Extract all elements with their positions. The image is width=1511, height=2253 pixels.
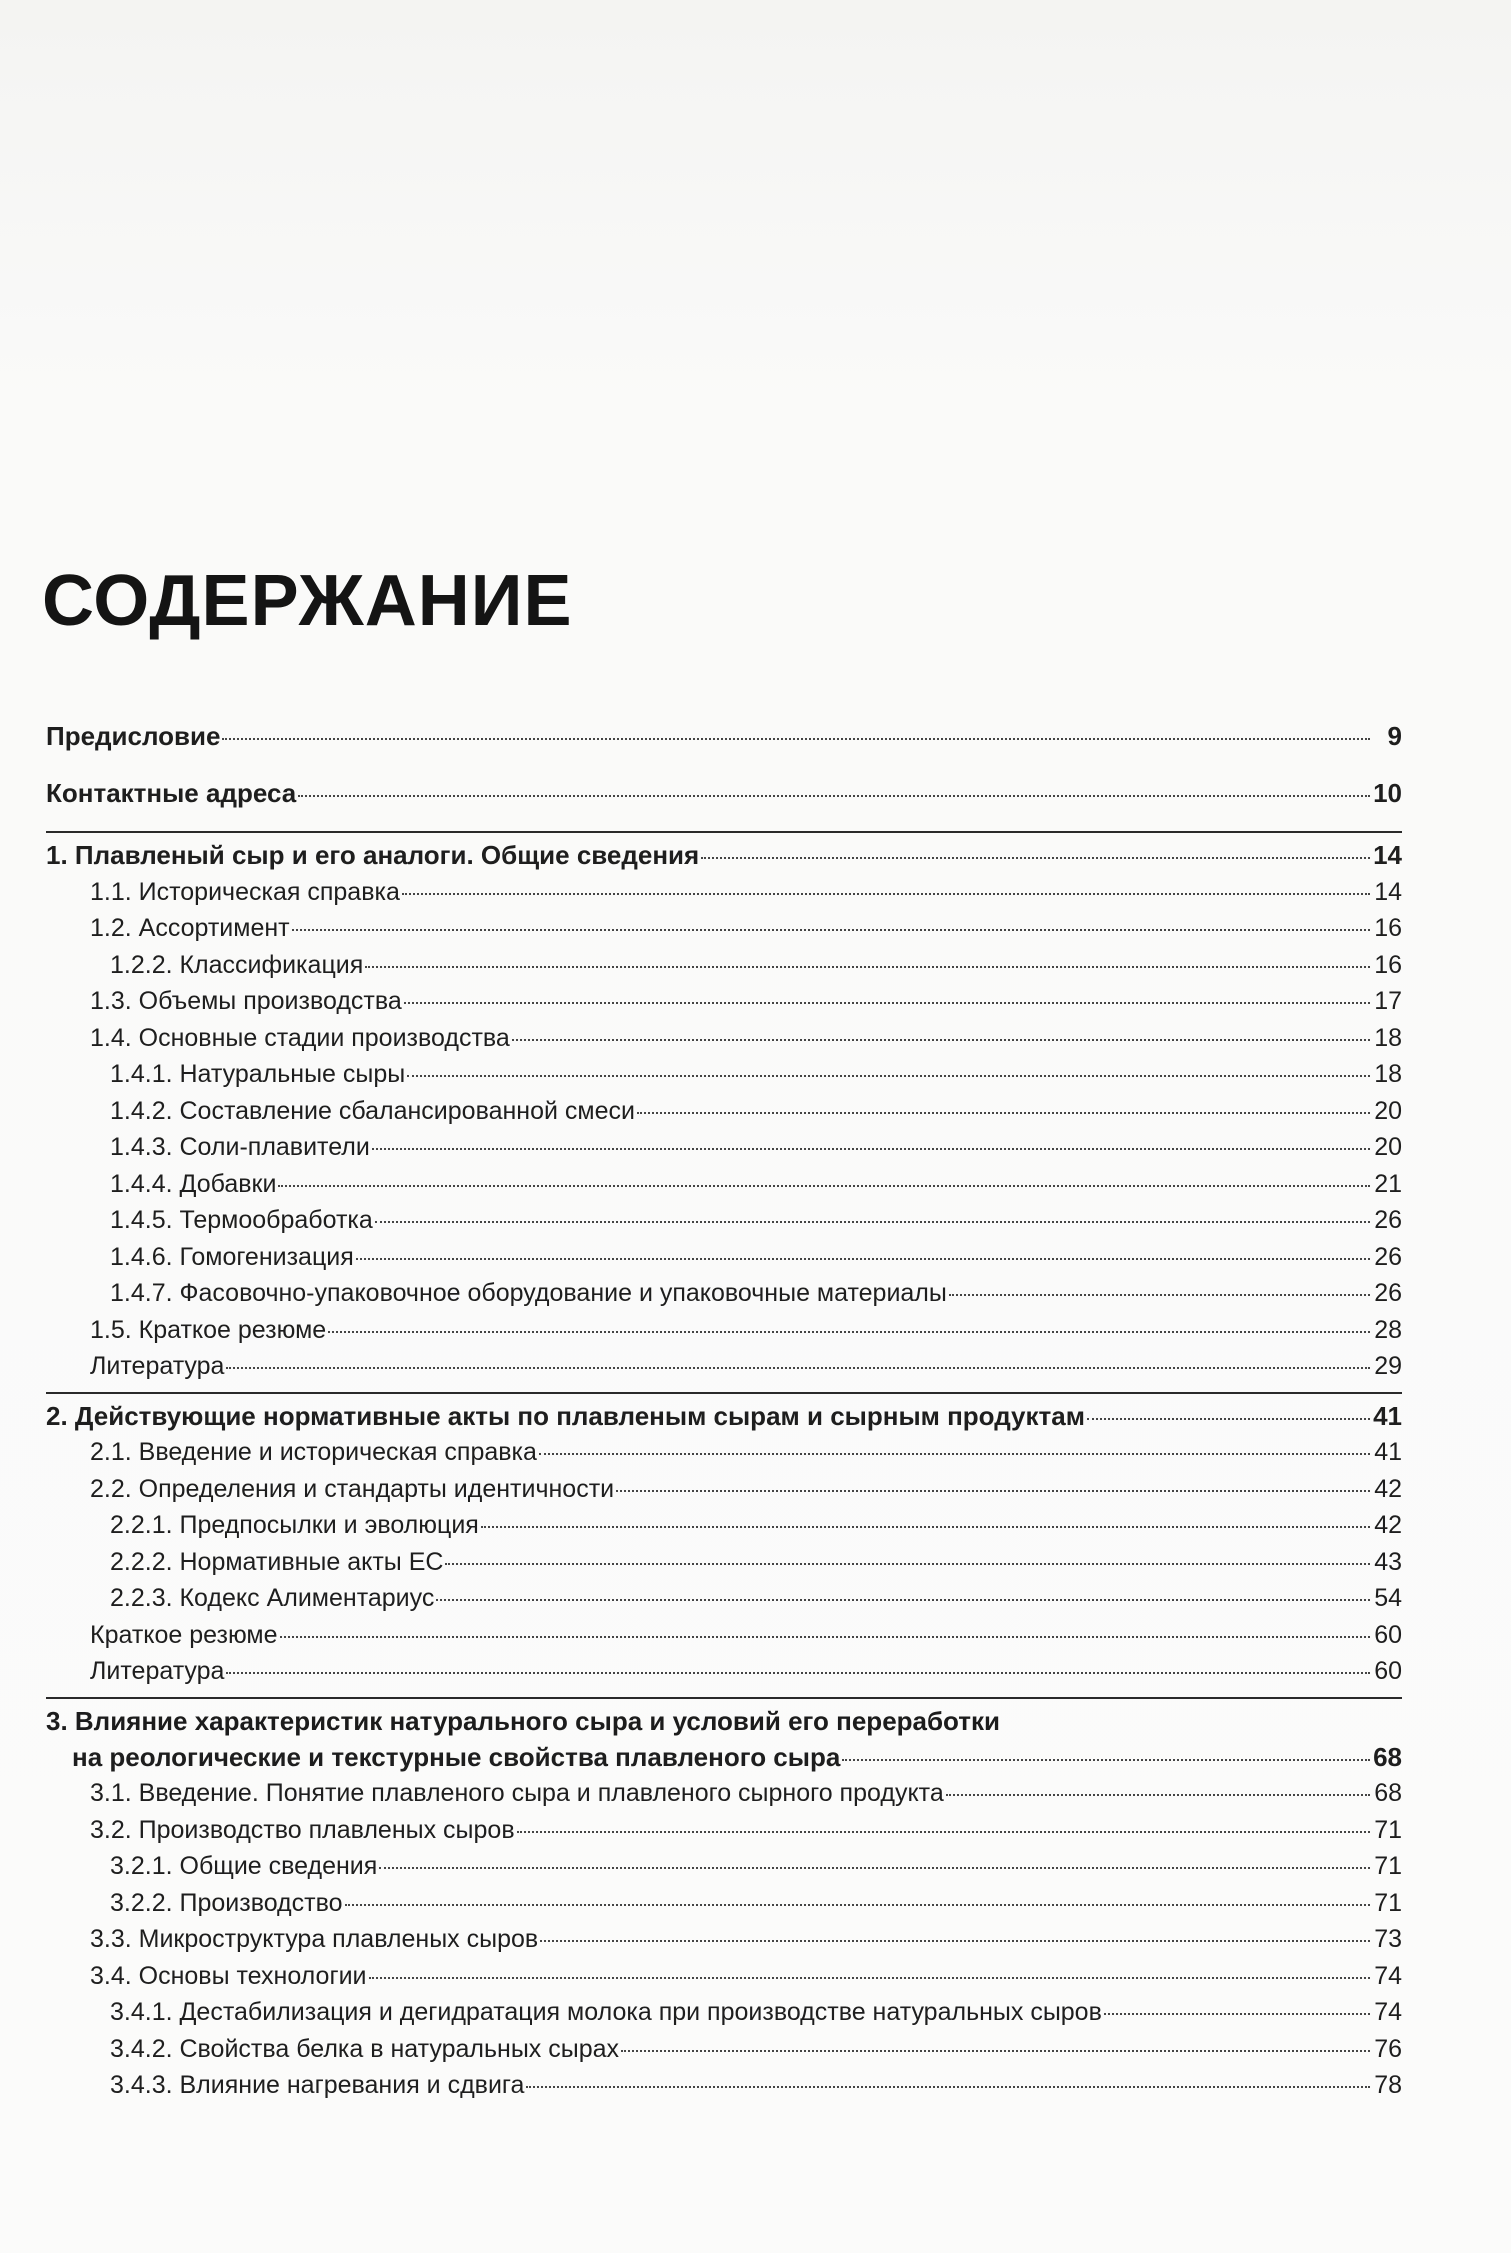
dot-leader [356,1258,1370,1260]
dot-leader [379,1867,1370,1869]
toc-entry[interactable] [46,2031,1402,2068]
dot-leader [280,1636,1370,1638]
dot-leader [949,1294,1370,1296]
toc-page-number: 54 [1374,1584,1402,1612]
toc-entry-label: 2.2.3. Кодекс Алиментариус [110,1584,435,1612]
toc-entry-label: 3.4.2. Свойства белка в натуральных сырах [110,2034,620,2063]
dot-leader [445,1563,1370,1565]
dot-leader [481,1526,1370,1528]
toc-entry-label: Предисловие [46,721,221,751]
toc-entry[interactable] [46,1020,1402,1057]
toc-entry-label: 2.2.2. Нормативные акты ЕС [110,1547,444,1576]
toc-page-number: 43 [1374,1547,1402,1576]
dot-leader [345,1904,1371,1906]
table-of-contents [46,718,1402,2104]
dot-leader [278,1185,1370,1187]
toc-entry-label: 3.2. Производство плавленых сыров [90,1815,515,1844]
toc-page-number: 21 [1374,1169,1402,1198]
toc-entry-preface[interactable] [46,718,1402,755]
toc-entry[interactable] [46,1275,1402,1312]
toc-page-number: 16 [1374,950,1402,979]
toc-entry[interactable] [46,1434,1402,1471]
toc-page-number: 41 [1374,1438,1402,1466]
toc-page-number: 16 [1374,914,1402,942]
dot-leader [292,929,1370,931]
toc-entry-label: 3.4.3. Влияние нагревания и сдвига [110,2071,525,2099]
dot-leader [375,1221,1370,1223]
chapter-1-section [46,831,1402,1385]
toc-entry-label: Литература [90,1657,225,1685]
toc-entry-label: 3.2.1. Общие сведения [110,1852,378,1880]
dot-leader [369,1977,1370,1979]
toc-page-number: 9 [1387,721,1402,751]
dot-leader [298,795,1370,797]
toc-entry[interactable] [46,1348,1402,1385]
toc-entry-label: 1.4.2. Составление сбалансированной смеси [110,1096,635,1125]
toc-entry-label: 1.2. Ассортимент [90,914,290,942]
toc-entry-label: 1.4.6. Гомогенизация [110,1242,354,1271]
toc-entry[interactable] [46,1812,1402,1849]
toc-page-number: 60 [1374,1657,1402,1685]
dot-leader [226,1367,1370,1369]
dot-leader [407,1075,1370,1077]
dot-leader [512,1039,1370,1041]
toc-entry-label: 1.3. Объемы производства [90,987,402,1015]
dot-leader [222,738,1370,740]
toc-entry[interactable] [46,947,1402,984]
dot-leader [226,1672,1370,1674]
toc-entry[interactable] [46,983,1402,1020]
toc-entry[interactable] [46,1544,1402,1581]
toc-entry-label: 1.4.5. Термообработка [110,1206,373,1234]
toc-entry[interactable] [46,1885,1402,1922]
toc-entry[interactable] [46,1129,1402,1166]
toc-entry-label: Литература [90,1352,225,1380]
dot-leader [436,1599,1370,1601]
toc-entry-label: 1.4. Основные стадии производства [90,1023,510,1052]
toc-entry-label: 1.4.3. Соли-плавители [110,1133,370,1161]
toc-page-number: 71 [1374,1815,1402,1844]
dot-leader [621,2050,1370,2052]
toc-page-number: 68 [1374,1779,1402,1807]
toc-entry-label: 2.2.1. Предпосылки и эволюция [110,1511,479,1539]
toc-entry-label: 1.1. Историческая справка [90,877,400,906]
toc-chapter-3-title-line1[interactable]: 3. Влияние характеристик натурального сыра и условий его переработки [46,1705,1001,1736]
toc-entry-label: 3.1. Введение. Понятие плавленого сыра и плавленого сырного продукта [90,1779,944,1807]
toc-page-number: 74 [1374,1961,1402,1990]
dot-leader [701,857,1370,859]
toc-page-number: 28 [1374,1315,1402,1344]
toc-page-number: 29 [1374,1352,1402,1380]
toc-page-number: 76 [1374,2034,1402,2063]
dot-leader [637,1112,1370,1114]
toc-entry[interactable] [46,1312,1402,1349]
toc-entry[interactable] [46,1580,1402,1617]
toc-entry-label: 3.4. Основы технологии [90,1961,367,1990]
dot-leader [404,1002,1370,1004]
toc-chapter-2-title[interactable] [46,1398,1402,1435]
toc-entry[interactable] [46,1471,1402,1508]
toc-entry-label: 3.2.2. Производство [110,1888,343,1917]
toc-entry-contacts[interactable] [46,775,1402,812]
toc-entry-label: 1.4.1. Натуральные сыры [110,1060,406,1088]
chapter-2-section [46,1392,1402,1690]
dot-leader [946,1794,1370,1796]
toc-entry-label: 1. Плавленый сыр и его аналоги. Общие сведения [46,840,700,870]
toc-entry[interactable] [46,910,1402,947]
dot-leader [616,1490,1370,1492]
toc-entry-label: Контактные адреса [46,777,297,808]
toc-entry[interactable] [46,1202,1402,1239]
toc-entry-label: 2. Действующие нормативные акты по плавленым сырам и сырным продуктам [46,1400,1085,1431]
dot-leader [540,1940,1370,1942]
toc-entry[interactable] [46,1507,1402,1544]
toc-entry-label: Краткое резюме [90,1620,278,1649]
dot-leader [328,1331,1370,1333]
toc-page-number: 14 [1373,840,1402,870]
toc-page-number: 42 [1374,1511,1402,1539]
dot-leader [365,966,1370,968]
toc-entry-label: 1.4.7. Фасовочно-упаковочное оборудование и упаковочные материалы [110,1279,947,1307]
toc-entry-label: 2.1. Введение и историческая справка [90,1438,537,1466]
toc-page-number: 71 [1374,1888,1402,1917]
chapter-3-section [46,1697,1402,2104]
toc-entry[interactable] [46,1166,1402,1203]
toc-entry-label: на реологические и текстурные свойства плавленого сыра [72,1741,841,1772]
toc-entry-label: 3.3. Микроструктура плавленых сыров [90,1925,539,1953]
toc-page-number: 18 [1374,1023,1402,1052]
toc-entry[interactable] [46,2067,1402,2104]
toc-page-number: 26 [1374,1242,1402,1271]
toc-page-number: 68 [1373,1741,1402,1772]
toc-entry[interactable] [46,1921,1402,1958]
toc-entry[interactable] [46,1775,1402,1812]
toc-page-number: 10 [1373,777,1402,808]
toc-entry[interactable] [46,1093,1402,1130]
dot-leader [526,2086,1370,2088]
dot-leader [1087,1418,1370,1420]
dot-leader [539,1453,1370,1455]
toc-page-number: 20 [1374,1133,1402,1161]
toc-page-number: 26 [1374,1206,1402,1234]
dot-leader [372,1148,1370,1150]
toc-page-number: 17 [1374,987,1402,1015]
toc-page-number: 74 [1374,1998,1402,2026]
toc-page-number: 42 [1374,1474,1402,1503]
toc-entry[interactable] [46,1239,1402,1276]
toc-page-number: 60 [1374,1620,1402,1649]
dot-leader [402,893,1370,895]
dot-leader [1104,2013,1370,2015]
page-title: СОДЕРЖАНИЕ [42,561,573,641]
toc-page-number: 78 [1374,2071,1402,2099]
toc-page-number: 18 [1374,1060,1402,1088]
toc-page-number: 71 [1374,1852,1402,1880]
toc-entry[interactable] [46,1848,1402,1885]
toc-chapter-3-title[interactable] [46,1739,1402,1776]
toc-entry-label: 2.2. Определения и стандарты идентичности [90,1474,615,1503]
toc-entry[interactable] [46,1994,1402,2031]
toc-entry[interactable] [46,1056,1402,1093]
toc-chapter-1-title[interactable] [46,837,1402,874]
toc-entry[interactable] [46,1653,1402,1690]
toc-page-number: 41 [1373,1400,1402,1431]
toc-entry-label: 1.4.4. Добавки [110,1169,277,1198]
toc-page-number: 20 [1374,1096,1402,1125]
toc-entry-label: 1.2.2. Классификация [110,950,364,979]
toc-page-number: 14 [1374,877,1402,906]
toc-entry-label: 1.5. Краткое резюме [90,1315,327,1344]
toc-page-number: 73 [1374,1925,1402,1953]
dot-leader [517,1831,1370,1833]
toc-entry-label: 3.4.1. Дестабилизация и дегидратация молока при производстве натуральных сыров [110,1998,1102,2026]
toc-entry[interactable] [46,1958,1402,1995]
toc-entry[interactable] [46,874,1402,911]
toc-page-number: 26 [1374,1279,1402,1307]
dot-leader [842,1759,1370,1761]
toc-entry[interactable] [46,1617,1402,1654]
